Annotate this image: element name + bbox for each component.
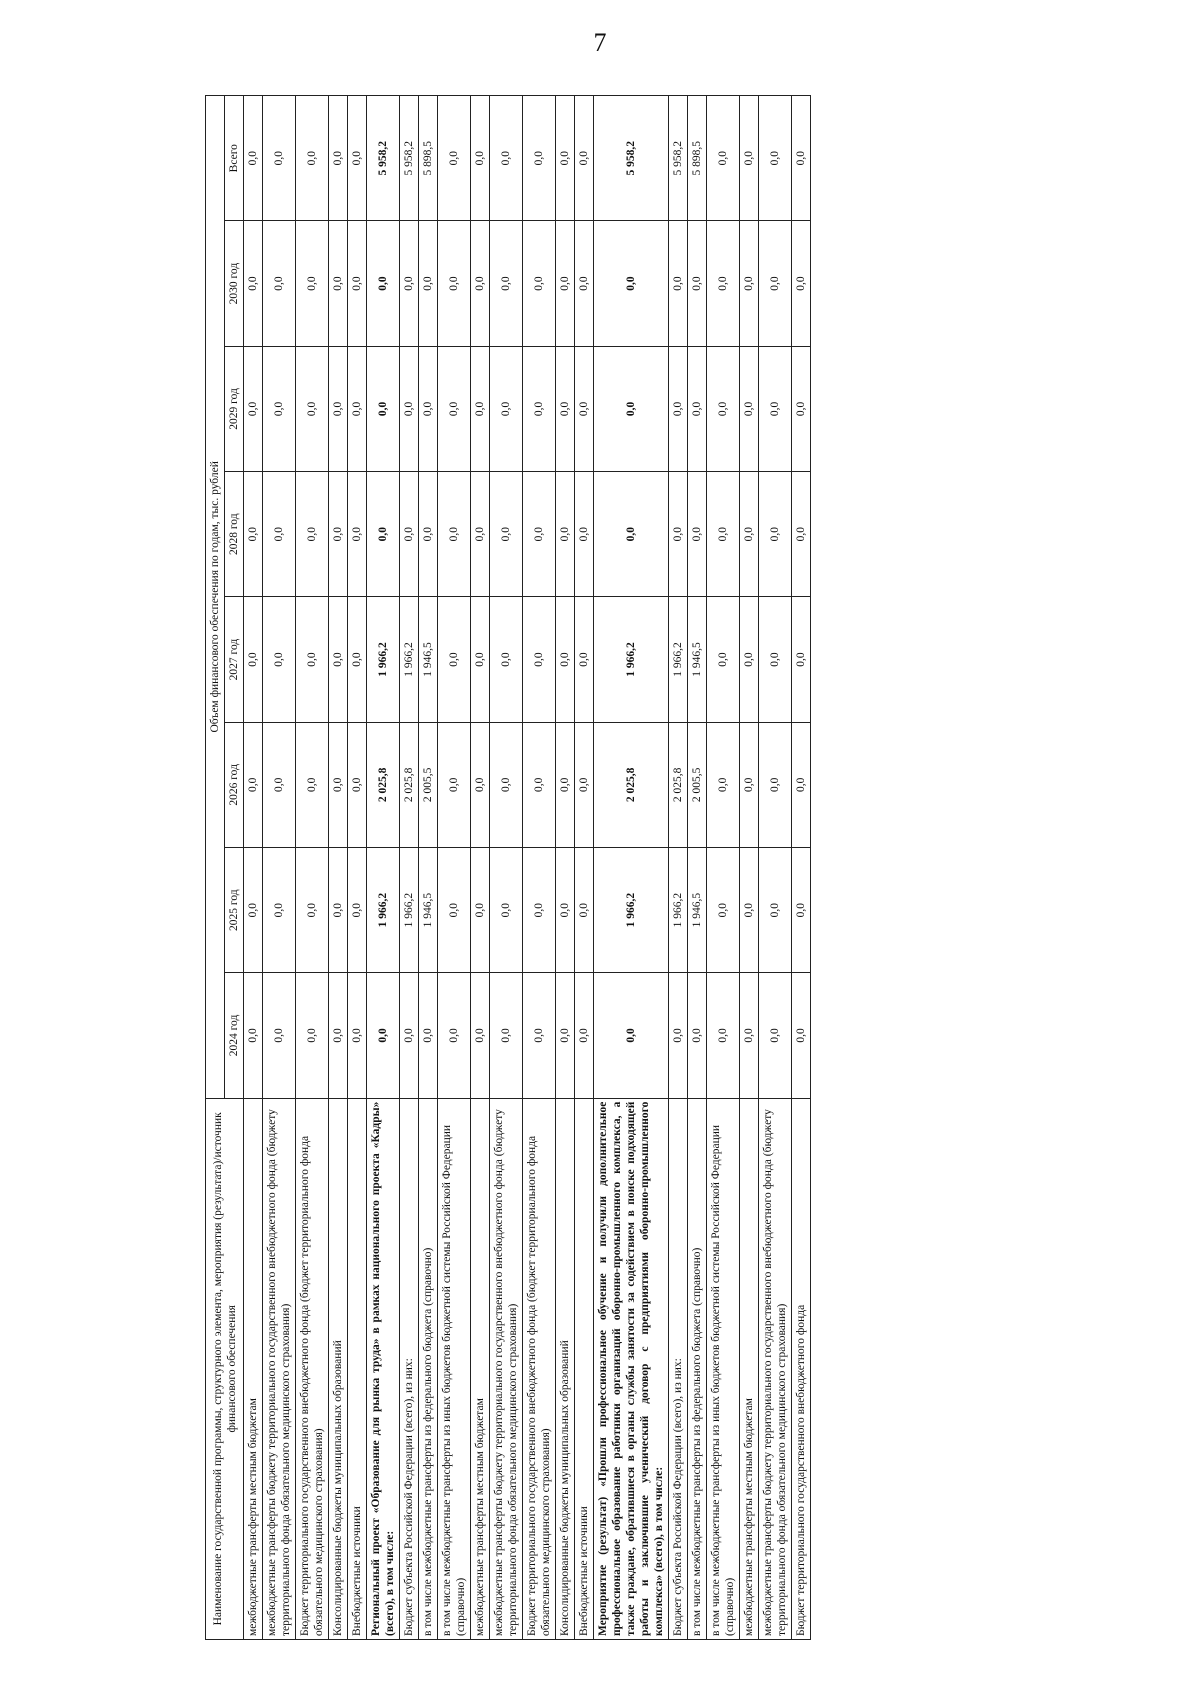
row-year-value: 0,0 <box>556 221 575 346</box>
row-year-value: 0,0 <box>556 722 575 847</box>
row-year-value: 0,0 <box>688 221 707 346</box>
row-year-value: 0,0 <box>688 973 707 1098</box>
row-total-value: 0,0 <box>740 96 759 221</box>
table-row <box>594 96 669 1640</box>
row-year-value: 0,0 <box>438 597 471 722</box>
row-source-name: Бюджет территориального государственного внебюджетного фонда (бюджет территориального фонда обязательного медицинского страхования) <box>523 1098 556 1639</box>
row-year-value: 0,0 <box>263 472 296 597</box>
row-total-value: 0,0 <box>438 96 471 221</box>
row-year-value: 0,0 <box>296 848 329 973</box>
row-total-value: 0,0 <box>759 96 792 221</box>
row-total-value: 0,0 <box>707 96 740 221</box>
row-source-name: Бюджет территориального государственного внебюджетного фонда (бюджет территориального фонда обязательного медицинского страхования) <box>296 1098 329 1639</box>
row-year-value: 0,0 <box>707 973 740 1098</box>
row-source-name: Консолидированные бюджеты муниципальных образований <box>556 1098 575 1639</box>
row-year-value: 1 966,2 <box>367 597 400 722</box>
row-total-value: 5 958,2 <box>367 96 400 221</box>
row-year-value: 1 946,5 <box>688 848 707 973</box>
row-year-value: 0,0 <box>490 221 523 346</box>
row-source-name: Консолидированные бюджеты муниципальных образований <box>329 1098 348 1639</box>
table-row <box>471 96 490 1640</box>
table-row <box>759 96 792 1640</box>
row-year-value: 0,0 <box>296 973 329 1098</box>
row-year-value: 0,0 <box>688 346 707 471</box>
row-year-value: 0,0 <box>490 472 523 597</box>
row-year-value: 0,0 <box>759 597 792 722</box>
row-year-value: 0,0 <box>348 722 367 847</box>
row-source-name: в том числе межбюджетные трансферты из федерального бюджета (справочно) <box>419 1098 438 1639</box>
header-year: 2030 год <box>225 221 244 346</box>
table-row <box>556 96 575 1640</box>
row-year-value: 0,0 <box>575 722 594 847</box>
rotated-table-container <box>205 95 1105 1640</box>
row-year-value: 0,0 <box>523 973 556 1098</box>
row-year-value: 0,0 <box>244 597 263 722</box>
row-year-value: 0,0 <box>523 848 556 973</box>
row-year-value: 0,0 <box>438 221 471 346</box>
row-total-value: 0,0 <box>490 96 523 221</box>
row-year-value: 0,0 <box>594 973 669 1098</box>
row-source-name: межбюджетные трансферты местным бюджетам <box>740 1098 759 1639</box>
row-year-value: 0,0 <box>575 346 594 471</box>
row-total-value: 5 958,2 <box>669 96 688 221</box>
row-year-value: 0,0 <box>263 597 296 722</box>
row-year-value: 0,0 <box>348 346 367 471</box>
row-year-value: 0,0 <box>244 848 263 973</box>
row-total-value: 5 898,5 <box>688 96 707 221</box>
row-year-value: 0,0 <box>471 472 490 597</box>
row-year-value: 0,0 <box>263 221 296 346</box>
header-funding-group: Объем финансового обеспечения по годам, тыс. рублей <box>206 96 225 1099</box>
row-year-value: 0,0 <box>263 346 296 471</box>
row-year-value: 0,0 <box>296 346 329 471</box>
row-year-value: 0,0 <box>348 597 367 722</box>
table-row <box>792 96 811 1640</box>
row-year-value: 0,0 <box>244 472 263 597</box>
row-year-value: 0,0 <box>471 221 490 346</box>
row-source-name: межбюджетные трансферты бюджету территориального государственного внебюджетного фонда (бюджету территориального фонда обязательного медицинского страхования) <box>490 1098 523 1639</box>
table-head <box>206 96 244 1640</box>
row-year-value: 0,0 <box>688 472 707 597</box>
row-source-name: Бюджет субъекта Российской Федерации (всего), из них: <box>669 1098 688 1639</box>
table-row <box>419 96 438 1640</box>
row-year-value: 0,0 <box>348 848 367 973</box>
row-year-value: 1 946,5 <box>688 597 707 722</box>
header-total: Всего <box>225 96 244 221</box>
header-year: 2028 год <box>225 472 244 597</box>
row-year-value: 0,0 <box>438 722 471 847</box>
row-source-name: Бюджет территориального государственного внебюджетного фонда <box>792 1098 811 1639</box>
row-year-value: 0,0 <box>759 346 792 471</box>
row-year-value: 0,0 <box>669 973 688 1098</box>
table-row <box>400 96 419 1640</box>
row-year-value: 0,0 <box>438 848 471 973</box>
row-year-value: 0,0 <box>594 472 669 597</box>
row-year-value: 0,0 <box>263 848 296 973</box>
row-year-value: 0,0 <box>329 848 348 973</box>
row-year-value: 2 005,5 <box>419 722 438 847</box>
row-year-value: 0,0 <box>367 221 400 346</box>
row-year-value: 0,0 <box>792 597 811 722</box>
row-year-value: 0,0 <box>575 973 594 1098</box>
row-source-name: в том числе межбюджетные трансферты из федерального бюджета (справочно) <box>688 1098 707 1639</box>
row-year-value: 0,0 <box>707 472 740 597</box>
row-year-value: 0,0 <box>438 973 471 1098</box>
table-row <box>329 96 348 1640</box>
row-year-value: 2 025,8 <box>594 722 669 847</box>
table-row <box>296 96 329 1640</box>
row-year-value: 0,0 <box>759 848 792 973</box>
row-total-value: 0,0 <box>348 96 367 221</box>
table-row <box>263 96 296 1640</box>
row-total-value: 0,0 <box>471 96 490 221</box>
row-source-name: Внебюджетные источники <box>348 1098 367 1639</box>
row-year-value: 0,0 <box>669 472 688 597</box>
row-year-value: 0,0 <box>759 221 792 346</box>
row-year-value: 0,0 <box>740 221 759 346</box>
row-year-value: 0,0 <box>419 973 438 1098</box>
row-year-value: 0,0 <box>707 346 740 471</box>
row-year-value: 0,0 <box>556 472 575 597</box>
row-year-value: 0,0 <box>594 346 669 471</box>
row-total-value: 0,0 <box>244 96 263 221</box>
table-row <box>348 96 367 1640</box>
row-year-value: 1 966,2 <box>669 848 688 973</box>
row-year-value: 1 966,2 <box>669 597 688 722</box>
row-year-value: 0,0 <box>438 346 471 471</box>
row-year-value: 0,0 <box>471 973 490 1098</box>
row-year-value: 0,0 <box>244 722 263 847</box>
row-source-name: Бюджет субъекта Российской Федерации (всего), из них: <box>400 1098 419 1639</box>
table-row <box>740 96 759 1640</box>
row-year-value: 0,0 <box>490 346 523 471</box>
row-source-name: межбюджетные трансферты бюджету территориального государственного внебюджетного фонда (бюджету территориального фонда обязательного медицинского страхования) <box>263 1098 296 1639</box>
row-year-value: 0,0 <box>367 973 400 1098</box>
row-year-value: 0,0 <box>329 722 348 847</box>
row-year-value: 0,0 <box>575 221 594 346</box>
row-year-value: 0,0 <box>400 346 419 471</box>
row-year-value: 0,0 <box>471 722 490 847</box>
table-row <box>367 96 400 1640</box>
header-year: 2029 год <box>225 346 244 471</box>
row-year-value: 0,0 <box>740 722 759 847</box>
row-year-value: 0,0 <box>419 221 438 346</box>
row-year-value: 0,0 <box>438 472 471 597</box>
row-year-value: 0,0 <box>244 346 263 471</box>
row-year-value: 0,0 <box>296 597 329 722</box>
table-row <box>669 96 688 1640</box>
row-year-value: 0,0 <box>419 472 438 597</box>
row-year-value: 0,0 <box>523 221 556 346</box>
table-row <box>523 96 556 1640</box>
row-year-value: 0,0 <box>296 221 329 346</box>
row-year-value: 0,0 <box>594 221 669 346</box>
row-year-value: 0,0 <box>740 472 759 597</box>
row-year-value: 1 946,5 <box>419 848 438 973</box>
row-year-value: 0,0 <box>244 973 263 1098</box>
row-year-value: 0,0 <box>471 597 490 722</box>
row-year-value: 0,0 <box>263 973 296 1098</box>
row-year-value: 0,0 <box>329 973 348 1098</box>
financing-table <box>205 95 811 1640</box>
row-year-value: 0,0 <box>740 597 759 722</box>
row-total-value: 0,0 <box>263 96 296 221</box>
row-year-value: 0,0 <box>400 472 419 597</box>
row-year-value: 0,0 <box>575 848 594 973</box>
row-year-value: 0,0 <box>669 221 688 346</box>
row-year-value: 0,0 <box>707 722 740 847</box>
row-year-value: 0,0 <box>348 221 367 346</box>
row-year-value: 0,0 <box>523 597 556 722</box>
row-year-value: 0,0 <box>740 346 759 471</box>
row-year-value: 0,0 <box>792 346 811 471</box>
row-year-value: 2 025,8 <box>669 722 688 847</box>
row-year-value: 0,0 <box>263 722 296 847</box>
row-year-value: 0,0 <box>244 221 263 346</box>
row-year-value: 0,0 <box>740 848 759 973</box>
row-source-name: в том числе межбюджетные трансферты из иных бюджетов бюджетной системы Российской Федерации (справочно) <box>438 1098 471 1639</box>
row-year-value: 0,0 <box>792 722 811 847</box>
row-year-value: 0,0 <box>490 973 523 1098</box>
row-source-name: Региональный проект «Образование для рынка труда» в рамках национального проекта «Кадры» (всего), в том числе: <box>367 1098 400 1639</box>
row-year-value: 0,0 <box>367 346 400 471</box>
row-year-value: 0,0 <box>329 221 348 346</box>
row-year-value: 0,0 <box>419 346 438 471</box>
row-year-value: 2 025,8 <box>367 722 400 847</box>
row-total-value: 5 898,5 <box>419 96 438 221</box>
row-year-value: 0,0 <box>556 346 575 471</box>
row-year-value: 0,0 <box>329 597 348 722</box>
row-total-value: 0,0 <box>556 96 575 221</box>
row-year-value: 0,0 <box>523 472 556 597</box>
row-year-value: 0,0 <box>523 722 556 847</box>
row-year-value: 2 005,5 <box>688 722 707 847</box>
row-year-value: 0,0 <box>296 472 329 597</box>
row-year-value: 1 966,2 <box>594 848 669 973</box>
row-source-name: Мероприятие (результат) «Прошли профессиональное обучение и получили дополнительное профессиональное образование работники организаций оборонно-промышленного комплекса, а также граждане, обратившиеся в органы службы занятости за содействием в поиске подходящей работы и заключившие ученический договор с предприятиями оборонно-промышленного комплекса» (всего), в том числе: <box>594 1098 669 1639</box>
row-year-value: 1 946,5 <box>419 597 438 722</box>
row-year-value: 0,0 <box>792 472 811 597</box>
row-year-value: 1 966,2 <box>400 848 419 973</box>
row-year-value: 0,0 <box>490 722 523 847</box>
row-year-value: 0,0 <box>669 346 688 471</box>
table-row <box>244 96 263 1640</box>
header-year: 2027 год <box>225 597 244 722</box>
row-year-value: 1 966,2 <box>594 597 669 722</box>
row-year-value: 0,0 <box>792 221 811 346</box>
row-source-name: межбюджетные трансферты бюджету территориального государственного внебюджетного фонда (бюджету территориального фонда обязательного медицинского страхования) <box>759 1098 792 1639</box>
row-total-value: 5 958,2 <box>594 96 669 221</box>
row-source-name: межбюджетные трансферты местным бюджетам <box>244 1098 263 1639</box>
row-year-value: 0,0 <box>740 973 759 1098</box>
row-year-value: 0,0 <box>759 973 792 1098</box>
table-row <box>688 96 707 1640</box>
row-year-value: 0,0 <box>329 472 348 597</box>
header-name-column: Наименование государственной программы, структурного элемента, мероприятия (результата)/источник финансового обеспечения <box>206 1098 244 1639</box>
row-year-value: 0,0 <box>471 848 490 973</box>
row-year-value: 0,0 <box>400 973 419 1098</box>
header-year: 2024 год <box>225 973 244 1098</box>
row-year-value: 0,0 <box>792 973 811 1098</box>
row-year-value: 0,0 <box>348 973 367 1098</box>
row-year-value: 0,0 <box>490 848 523 973</box>
row-source-name: межбюджетные трансферты местным бюджетам <box>471 1098 490 1639</box>
row-total-value: 0,0 <box>296 96 329 221</box>
row-source-name: Внебюджетные источники <box>575 1098 594 1639</box>
row-total-value: 5 958,2 <box>400 96 419 221</box>
row-year-value: 0,0 <box>348 472 367 597</box>
row-year-value: 1 966,2 <box>400 597 419 722</box>
row-total-value: 0,0 <box>329 96 348 221</box>
row-year-value: 0,0 <box>759 722 792 847</box>
table-row <box>575 96 594 1640</box>
row-year-value: 0,0 <box>556 848 575 973</box>
table-body <box>244 96 811 1640</box>
row-year-value: 0,0 <box>575 472 594 597</box>
row-year-value: 0,0 <box>575 597 594 722</box>
row-year-value: 0,0 <box>556 597 575 722</box>
row-year-value: 1 966,2 <box>367 848 400 973</box>
row-total-value: 0,0 <box>575 96 594 221</box>
row-year-value: 0,0 <box>490 597 523 722</box>
table-row <box>438 96 471 1640</box>
row-year-value: 0,0 <box>296 722 329 847</box>
page-number: 7 <box>593 28 607 57</box>
row-year-value: 0,0 <box>759 472 792 597</box>
row-year-value: 0,0 <box>400 221 419 346</box>
row-year-value: 0,0 <box>471 346 490 471</box>
header-year: 2026 год <box>225 722 244 847</box>
row-year-value: 2 025,8 <box>400 722 419 847</box>
row-year-value: 0,0 <box>707 848 740 973</box>
row-year-value: 0,0 <box>792 848 811 973</box>
row-year-value: 0,0 <box>329 346 348 471</box>
table-row <box>490 96 523 1640</box>
row-total-value: 0,0 <box>523 96 556 221</box>
row-year-value: 0,0 <box>707 221 740 346</box>
row-year-value: 0,0 <box>707 597 740 722</box>
row-total-value: 0,0 <box>792 96 811 221</box>
row-source-name: в том числе межбюджетные трансферты из иных бюджетов бюджетной системы Российской Федерации (справочно) <box>707 1098 740 1639</box>
header-year: 2025 год <box>225 848 244 973</box>
row-year-value: 0,0 <box>556 973 575 1098</box>
row-year-value: 0,0 <box>367 472 400 597</box>
row-year-value: 0,0 <box>523 346 556 471</box>
table-row <box>707 96 740 1640</box>
